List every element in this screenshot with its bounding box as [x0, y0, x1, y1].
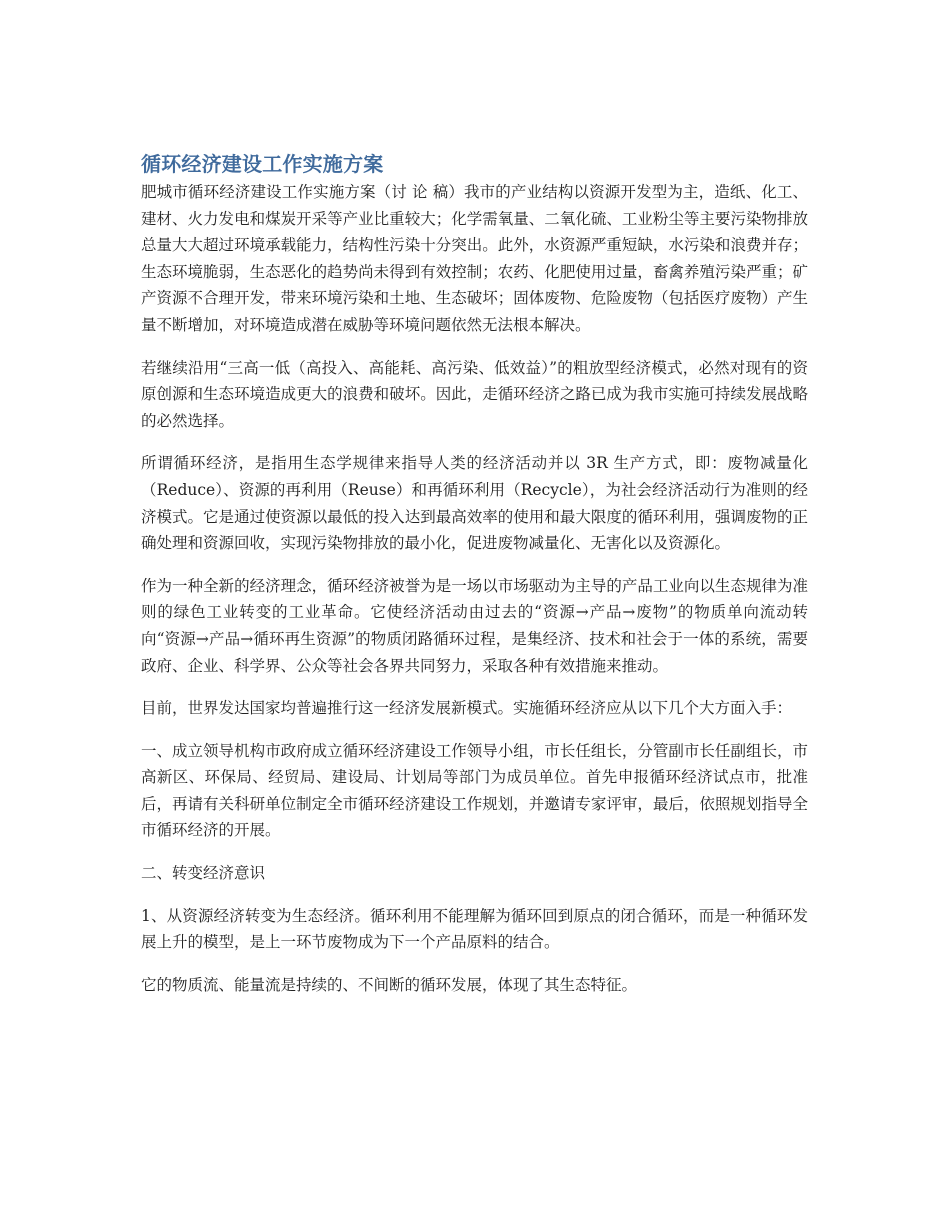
paragraph-extensive-model: 若继续沿用“三高一低（高投入、高能耗、高污染、低效益）”的粗放型经济模式，必然对现有的资原创源和生态环境造成更大的浪费和破坏。因此，走循环经济之路已成为我市实施可持续发展战略的必然选择。	[141, 358, 808, 430]
paragraph-material-flow: 它的物质流、能量流是持续的、不间断的循环发展，体现了其生态特征。	[141, 975, 638, 994]
document-title: 循环经济建设工作实施方案	[141, 152, 384, 176]
paragraph-approach: 目前，世界发达国家均普遍推行这一经济发展新模式。实施循环经济应从以下几个大方面入手：	[141, 699, 793, 718]
paragraph-leadership: 一、成立领导机构市政府成立循环经济建设工作领导小组，市长任组长，分管副市长任副组长，市高新区、环保局、经贸局、建设局、计划局等部门为成员单位。首先申报循环经济试点市，批准后，再请有关科研单位制定全市循环经济建设工作规划，并邀请专家评审，最后，依照规划指导全市循环经济的开展。	[141, 741, 808, 840]
paragraph-intro: 肥城市循环经济建设工作实施方案（讨 论 稿）我市的产业结构以资源开发型为主，造纸、化工、建材、火力发电和煤炭开采等产业比重较大；化学需氧量、二氧化硫、工业粉尘等主要污染物排放总量大大超过环境承载能力，结构性污染十分突出。此外，水资源严重短缺，水污染和浪费并存；生态环境脆弱，生态恶化的趋势尚未得到有效控制；农药、化肥使用过量，畜禽养殖污染严重；矿产资源不合理开发，带来环境污染和土地、生态破坏；固体废物、危险废物（包括医疗废物）产生量不断增加，对环境造成潜在威胁等环境问题依然无法根本解决。	[141, 183, 808, 334]
paragraph-new-concept: 作为一种全新的经济理念，循环经济被誉为是一场以市场驱动为主导的产品工业向以生态规律为准则的绿色工业转变的工业革命。它使经济活动由过去的“资源→产品→废物”的物质单向流动转向“资源→产品→循环再生资源”的物质闭路循环过程，是集经济、技术和社会于一体的系统，需要政府、企业、科学界、公众等社会各界共同努力，采取各种有效措施来推动。	[141, 576, 808, 675]
paragraph-ecological-economy: 1、从资源经济转变为生态经济。循环利用不能理解为循环回到原点的闭合循环，而是一种循环发展上升的模型，是上一环节废物成为下一个产品原料的结合。	[141, 906, 808, 952]
section-heading-economic-awareness: 二、转变经济意识	[141, 864, 266, 883]
document-page	[141, 150, 808, 1014]
paragraph-3r-definition: 所谓循环经济，是指用生态学规律来指导人类的经济活动并以 3R 生产方式，即：废物减量化（Reduce）、资源的再利用（Reuse）和再循环利用（Recycle），为社会经济活动行为准则的经济模式。它是通过使资源以最低的投入达到最高效率的使用和最大限度的循环利用，强调废物的正确处理和资源回收，实现污染物排放的最小化，促进废物减量化、无害化以及资源化。	[141, 454, 808, 553]
